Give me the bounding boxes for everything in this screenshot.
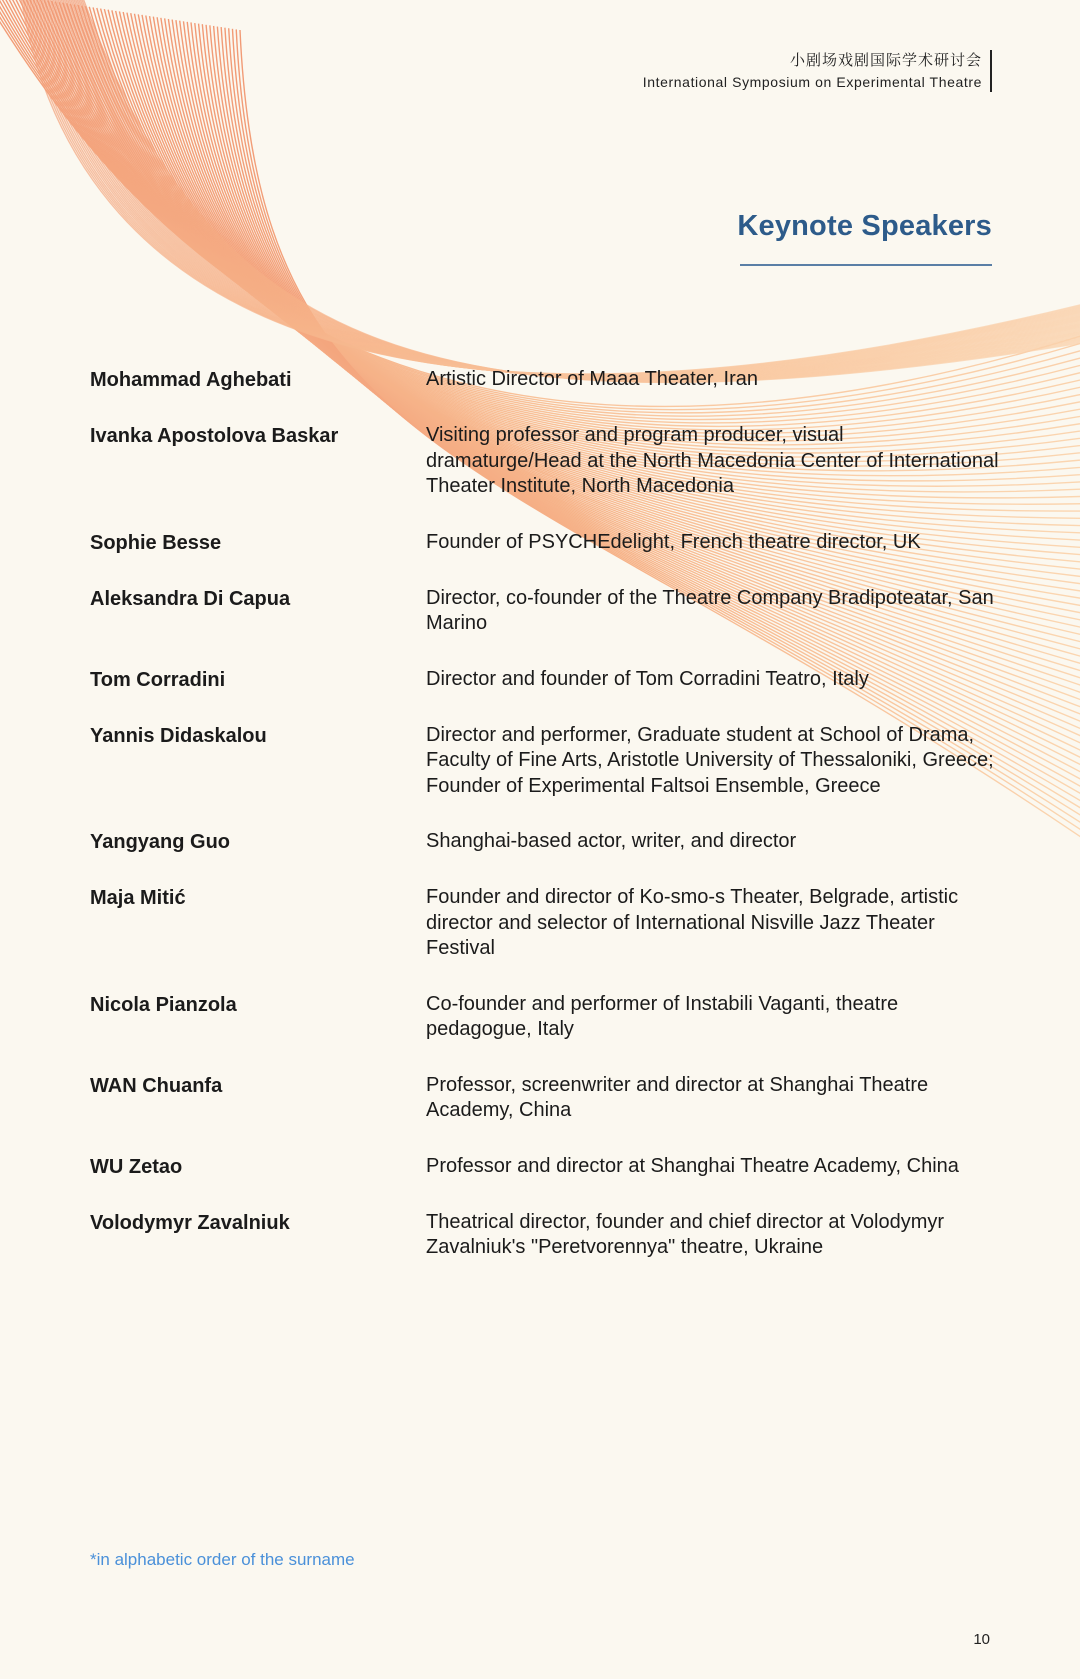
speaker-description: Professor, screenwriter and director at Shanghai Theatre Academy, China xyxy=(426,1073,929,1121)
speaker-description: Founder of PSYCHEdelight, French theatre director, UK xyxy=(426,530,921,553)
speaker-name: Mohammad Aghebati xyxy=(90,369,292,391)
speaker-name: Tom Corradini xyxy=(90,668,226,691)
ordering-footnote: *in alphabetic order of the surname xyxy=(90,1550,355,1569)
speaker-row xyxy=(90,992,1002,1043)
speaker-name: Aleksandra Di Capua xyxy=(90,587,291,610)
speaker-row xyxy=(90,723,1002,800)
speaker-description: Director, co-founder of the Theatre Company Bradipoteatar, San Marino xyxy=(426,586,994,634)
speaker-row xyxy=(90,829,1002,855)
speaker-description: Visiting professor and program producer, visual dramaturge/Head at the North Macedonia Center of International Theater Institute, North Macedonia xyxy=(426,424,999,497)
speaker-row xyxy=(90,530,1002,556)
speaker-name: Sophie Besse xyxy=(90,531,222,554)
speaker-description: Theatrical director, founder and chief director at Volodymyr Zavalniuk's "Peretvorennya" theatre, Ukraine xyxy=(426,1210,945,1258)
speaker-row xyxy=(90,667,1002,693)
speaker-description: Professor and director at Shanghai Theatre Academy, China xyxy=(426,1154,959,1177)
speaker-name: Maja Mitić xyxy=(90,887,186,909)
speaker-name: Yannis Didaskalou xyxy=(90,724,267,747)
speaker-description: Shanghai-based actor, writer, and director xyxy=(426,830,797,852)
speaker-description: Co-founder and performer of Instabili Vaganti, theatre pedagogue, Italy xyxy=(426,992,899,1040)
speaker-name: Nicola Pianzola xyxy=(90,993,237,1016)
speaker-row xyxy=(90,885,1002,962)
speaker-name: Volodymyr Zavalniuk xyxy=(90,1211,290,1234)
speaker-name: WU Zetao xyxy=(90,1155,183,1178)
speaker-name: WAN Chuanfa xyxy=(90,1074,223,1097)
speaker-description: Founder and director of Ko-smo-s Theater, Belgrade, artistic director and selector of International Nisville Jazz Theater Festival xyxy=(426,886,959,959)
header-title-english: International Symposium on Experimental Theatre xyxy=(642,74,982,90)
title-underline xyxy=(740,264,992,266)
speaker-name: Yangyang Guo xyxy=(90,831,231,853)
page-number: 10 xyxy=(973,1631,990,1648)
page-title: Keynote Speakers xyxy=(737,210,992,242)
speaker-description: Director and founder of Tom Corradini Teatro, Italy xyxy=(426,667,869,690)
speaker-row xyxy=(90,586,1002,637)
speaker-row xyxy=(90,1210,1002,1261)
speaker-row xyxy=(90,1073,1002,1124)
speaker-description: Director and performer, Graduate student at School of Drama, Faculty of Fine Arts, Aristotle University of Thessaloniki, Greece; Founder of Experimental Faltsoi Ensemble, Greece xyxy=(426,723,994,797)
speaker-row xyxy=(90,1154,1002,1180)
header-title-chinese: 小剧场戏剧国际学术研讨会 xyxy=(789,51,982,69)
symposium-header xyxy=(643,50,992,92)
speaker-row xyxy=(90,367,1002,393)
speaker-list xyxy=(90,367,1002,1261)
speaker-name: Ivanka Apostolova Baskar xyxy=(90,425,339,447)
speaker-row xyxy=(90,423,1002,500)
speaker-description: Artistic Director of Maaa Theater, Iran xyxy=(426,368,758,390)
